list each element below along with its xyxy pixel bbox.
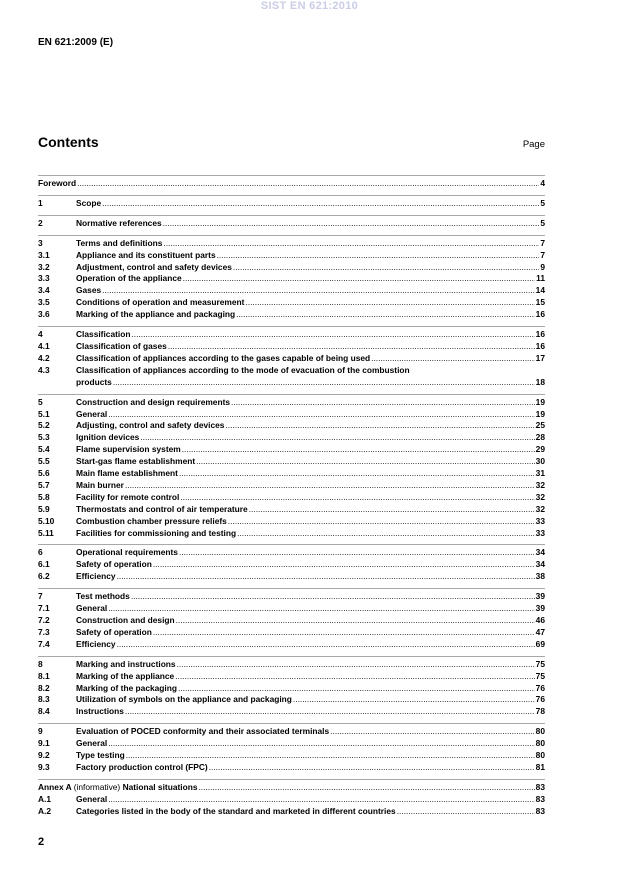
toc-entry-title: Scope [76, 197, 102, 208]
toc-entry[interactable] [38, 603, 545, 615]
dot-leader [196, 456, 535, 468]
page-column-label: Page [522, 139, 545, 150]
toc-entry-page: 9 [540, 261, 545, 272]
toc-entry[interactable] [38, 262, 545, 274]
toc-entry-number: 4 [38, 329, 43, 340]
toc-entry[interactable] [38, 409, 545, 421]
dot-leader [397, 806, 535, 818]
toc-entry-page: 19 [535, 396, 545, 407]
toc-entry-number: 9.3 [38, 761, 50, 772]
toc-entry-page: 32 [535, 491, 545, 502]
toc-entry-page: 76 [535, 682, 545, 693]
toc-entry-title: General [76, 408, 108, 419]
toc-entry-title: Main flame establishment [76, 468, 178, 479]
toc-entry[interactable] [38, 468, 545, 480]
toc-entry-continuation[interactable] [38, 377, 545, 389]
toc-entry-title: Classification of appliances according to the mode of evacuation of the combustion [76, 364, 410, 375]
toc-entry-page: 83 [535, 805, 545, 816]
toc-entry-page: 11 [536, 273, 545, 284]
toc-entry-page: 33 [535, 527, 545, 538]
toc-entry-page: 39 [535, 591, 545, 602]
toc-group [38, 215, 545, 230]
toc-entry-page: 80 [535, 750, 545, 761]
dot-leader [176, 615, 535, 627]
toc-entry[interactable] [38, 397, 545, 409]
toc-group [38, 235, 545, 321]
toc-entry[interactable] [38, 353, 545, 365]
dot-leader [225, 420, 534, 432]
toc-entry[interactable] [38, 683, 545, 695]
dot-leader [153, 559, 535, 571]
toc-entry-title: Classification of gases [76, 340, 167, 351]
dot-leader [177, 659, 535, 671]
dot-leader [102, 198, 539, 210]
toc-entry-page: 34 [535, 547, 545, 558]
toc-entry-page: 16 [535, 340, 545, 351]
toc-entry-number: 2 [38, 217, 43, 228]
page-number: 2 [38, 836, 45, 848]
toc-entry-number: 4.2 [38, 352, 50, 363]
dot-leader [108, 409, 534, 421]
toc-entry[interactable] [38, 456, 545, 468]
toc-entry[interactable] [38, 341, 545, 353]
dot-leader [125, 480, 535, 492]
toc-entry-title: Marking of the appliance [76, 670, 175, 681]
toc-entry-number: 5.9 [38, 503, 50, 514]
dot-leader [293, 694, 535, 706]
dot-leader [131, 591, 535, 603]
toc-entry[interactable] [38, 762, 545, 774]
toc-entry-title: Foreword [38, 178, 77, 188]
dot-leader [175, 671, 534, 683]
dot-leader [168, 341, 535, 353]
toc-entry-number: 6.2 [38, 571, 50, 582]
toc-entry[interactable] [38, 480, 545, 492]
toc-entry-page: 83 [535, 793, 545, 804]
toc-entry[interactable] [38, 516, 545, 528]
toc-entry-number: 8.1 [38, 670, 50, 681]
toc-entry-number: 3.5 [38, 297, 50, 308]
toc-entry[interactable] [38, 492, 545, 504]
toc-entry-number: 9.2 [38, 750, 50, 761]
toc-entry[interactable] [38, 329, 545, 341]
toc-entry-number: 6.1 [38, 559, 50, 570]
toc-entry-title: National situations [122, 781, 198, 792]
toc-entry[interactable] [38, 671, 545, 683]
dot-leader [117, 571, 535, 583]
toc-entry-page: 76 [535, 694, 545, 705]
toc-entry-page: 17 [535, 352, 545, 363]
dot-leader [330, 726, 535, 738]
toc-entry-number: 5.6 [38, 468, 50, 479]
toc-entry-title: Marking and instructions [76, 658, 176, 669]
toc-entry-number: 8.2 [38, 682, 50, 693]
toc-entry-page: 31 [535, 468, 545, 479]
toc-entry-number: 8.3 [38, 694, 50, 705]
toc-entry-number: 7.2 [38, 615, 50, 625]
toc-entry[interactable] [38, 615, 545, 627]
dot-leader [182, 444, 535, 456]
toc-entry-number: 1 [38, 197, 43, 208]
toc-entry-page: 5 [540, 217, 545, 228]
toc-entry-title: General [76, 603, 108, 614]
toc-entry[interactable] [38, 285, 545, 297]
toc-entry[interactable] [38, 420, 545, 432]
toc-entry-number: 5.3 [38, 432, 50, 443]
dot-leader [180, 492, 534, 504]
dot-leader [125, 706, 535, 718]
toc-entry-title: Construction and design [76, 615, 175, 625]
toc-entry-page: 14 [535, 285, 545, 296]
toc-entry-annex[interactable] [38, 782, 545, 794]
toc-entry-page: 16 [535, 309, 545, 320]
dot-leader [198, 782, 534, 794]
toc-entry-title: Instructions [76, 706, 124, 717]
toc-entry-page: 5 [540, 197, 545, 208]
dot-leader [77, 178, 539, 190]
toc-entry-page: 18 [535, 376, 545, 387]
dot-leader [163, 218, 540, 230]
toc-entry-title: Adjustment, control and safety devices [76, 261, 232, 272]
dot-leader [249, 504, 535, 516]
toc-entry-title: Facilities for commissioning and testing [76, 527, 237, 538]
toc-entry-title: Thermostats and control of air temperature [76, 503, 248, 514]
toc-group [38, 779, 545, 818]
toc-group [38, 394, 545, 540]
toc-entry-number: 5.5 [38, 456, 50, 467]
toc-entry[interactable] [38, 432, 545, 444]
toc-entry[interactable] [38, 218, 545, 230]
toc-entry-number: 5.1 [38, 408, 50, 419]
toc-entry-title: Conditions of operation and measurement [76, 297, 245, 308]
watermark: SIST EN 621:2010 [260, 0, 359, 12]
toc-entry-title: Main burner [76, 479, 124, 490]
toc-entry-foreword[interactable] [38, 178, 545, 190]
toc-entry-number: 3.1 [38, 249, 50, 260]
toc-entry-page: 34 [535, 559, 545, 570]
toc-entry[interactable] [38, 627, 545, 639]
toc-entry-number: 3.3 [38, 273, 50, 284]
toc-entry[interactable] [38, 694, 545, 706]
toc-entry-page: 46 [535, 615, 545, 625]
toc-entry-title: Safety of operation [76, 559, 152, 570]
toc-entry-title: Categories listed in the body of the standard and marketed in different countries [76, 805, 396, 816]
toc-entry-number: 5.7 [38, 479, 50, 490]
toc-entry-number: A.2 [38, 805, 52, 816]
toc-entry-page: 16 [535, 329, 545, 340]
toc-entry-page: 7 [540, 249, 545, 260]
dot-leader [217, 250, 540, 262]
dot-leader [236, 309, 535, 321]
toc-entry-page: 80 [535, 738, 545, 749]
toc-entry-number: 4.3 [38, 364, 50, 375]
toc-entry[interactable] [38, 528, 545, 540]
toc-entry-page: 81 [535, 761, 545, 772]
toc-entry-number: 6 [38, 547, 43, 558]
toc-entry[interactable] [38, 591, 545, 603]
dot-leader [163, 238, 539, 250]
toc-entry[interactable] [38, 639, 545, 651]
document-id: EN 621:2009 (E) [38, 37, 114, 48]
dot-leader [126, 750, 535, 762]
toc-group [38, 723, 545, 774]
toc-group [38, 588, 545, 651]
toc-group [38, 656, 545, 719]
toc-entry[interactable] [38, 547, 545, 559]
toc-entry-title: Facility for remote control [76, 491, 180, 502]
toc-entry[interactable] [38, 250, 545, 262]
toc-entry-page: 75 [535, 670, 545, 681]
toc-entry-title: Evaluation of POCED conformity and their associated terminals [76, 726, 330, 737]
dot-leader [117, 639, 535, 651]
toc-entry-page: 30 [535, 456, 545, 467]
toc-entry-page: 75 [535, 658, 545, 669]
toc-entry-number: 9 [38, 726, 43, 737]
toc-entry-page: 32 [535, 503, 545, 514]
toc-entry-page: 25 [535, 420, 545, 431]
toc-entry-title: Start-gas flame establishment [76, 456, 196, 467]
toc-entry-number: 3.4 [38, 285, 50, 296]
toc-entry-title: Operation of the appliance [76, 273, 182, 284]
dot-leader [102, 285, 535, 297]
toc-entry-page: 47 [535, 626, 545, 637]
toc-group [38, 175, 545, 190]
toc-entry-title: Marking of the packaging [76, 682, 177, 693]
toc-entry-title: Efficiency [76, 571, 116, 582]
toc-entry-title: Ignition devices [76, 432, 140, 443]
toc-annex-heading [38, 782, 197, 794]
dot-leader [108, 794, 534, 806]
toc-entry-page: 39 [535, 603, 545, 614]
toc-entry[interactable] [38, 198, 545, 210]
toc-entry-page: 78 [535, 706, 545, 717]
dot-leader [179, 547, 535, 559]
toc-entry-title: Classification [76, 329, 131, 340]
toc-entry[interactable] [38, 806, 545, 818]
toc-entry-title: Operational requirements [76, 547, 178, 558]
annex-type: (informative) [73, 781, 121, 792]
toc-group [38, 544, 545, 583]
toc-entry-title-continued: products [76, 376, 112, 387]
toc-entry-title: Safety of operation [76, 626, 152, 637]
toc-entry-title: Adjusting, control and safety devices [76, 420, 225, 431]
toc-entry-page: 29 [535, 444, 545, 455]
toc-entry[interactable] [38, 444, 545, 456]
toc-entry-number: 5.11 [38, 527, 54, 538]
toc-entry-title: Gases [76, 285, 102, 296]
toc-entry[interactable] [38, 750, 545, 762]
toc-entry[interactable] [38, 273, 545, 285]
toc-entry-title: Marking of the appliance and packaging [76, 309, 236, 320]
toc-entry[interactable] [38, 571, 545, 583]
dot-leader [245, 297, 534, 309]
dot-leader [108, 603, 534, 615]
toc-entry[interactable] [38, 726, 545, 738]
toc-entry-number: 3.2 [38, 261, 50, 272]
toc-entry-number: A.1 [38, 793, 52, 804]
toc-entry[interactable] [38, 738, 545, 750]
toc-entry-number: 7.3 [38, 626, 50, 637]
toc-entry[interactable] [38, 706, 545, 718]
toc-entry-title: Test methods [76, 591, 130, 602]
dot-leader [131, 329, 534, 341]
dot-leader [153, 627, 535, 639]
toc-entry-title: Factory production control (FPC) [76, 761, 208, 772]
annex-label: Annex A [38, 781, 72, 792]
toc-entry[interactable] [38, 238, 545, 250]
toc-entry-number: 8.4 [38, 706, 50, 717]
dot-leader [113, 377, 535, 389]
table-of-contents [38, 175, 545, 818]
toc-entry-title: Flame supervision system [76, 444, 181, 455]
toc-entry-number: 5 [38, 396, 43, 407]
toc-entry-number: 9.1 [38, 738, 50, 749]
toc-entry-title: Efficiency [76, 638, 116, 649]
toc-entry-title: General [76, 793, 108, 804]
dot-leader [178, 683, 535, 695]
contents-heading: Contents [38, 134, 99, 150]
toc-entry-title: Appliance and its constituent parts [76, 249, 216, 260]
toc-entry[interactable] [38, 297, 545, 309]
toc-entry[interactable] [38, 309, 545, 321]
toc-entry-page: 69 [535, 638, 545, 649]
toc-entry-number: 5.4 [38, 444, 50, 455]
toc-entry-number: 5.8 [38, 491, 50, 502]
toc-group [38, 195, 545, 210]
toc-entry[interactable] [38, 659, 545, 671]
toc-group [38, 326, 545, 389]
toc-entry-number: 5.2 [38, 420, 50, 431]
dot-leader [140, 432, 534, 444]
toc-entry-number: 5.10 [38, 515, 55, 526]
dot-leader [237, 528, 535, 540]
toc-entry-page: 80 [535, 726, 545, 737]
toc-entry-title: Combustion chamber pressure reliefs [76, 515, 227, 526]
toc-entry-number: 8 [38, 658, 43, 669]
toc-entry[interactable] [38, 365, 545, 377]
toc-entry-page: 19 [535, 408, 545, 419]
toc-entry-page: 28 [535, 432, 545, 443]
toc-entry[interactable] [38, 794, 545, 806]
toc-entry-title: Normative references [76, 217, 162, 228]
toc-entry-page: 38 [535, 571, 545, 582]
toc-entry-title: Type testing [76, 750, 125, 761]
dot-leader [228, 516, 535, 528]
dot-leader [209, 762, 535, 774]
toc-entry-number: 7 [38, 591, 43, 602]
toc-entry-title: Terms and definitions [76, 237, 163, 248]
dot-leader [371, 353, 535, 365]
toc-entry-title: General [76, 738, 108, 749]
dot-leader [108, 738, 534, 750]
toc-entry-page: 4 [540, 178, 545, 188]
dot-leader [231, 397, 535, 409]
toc-entry-page: 7 [540, 237, 545, 248]
dot-leader [183, 273, 536, 285]
toc-entry-page: 33 [535, 515, 545, 526]
toc-entry[interactable] [38, 559, 545, 571]
toc-entry-title: Utilization of symbols on the appliance and packaging [76, 694, 292, 705]
toc-entry-page: 32 [535, 479, 545, 490]
toc-entry-page: 83 [535, 781, 545, 792]
toc-entry-number: 7.1 [38, 603, 50, 614]
dot-leader [233, 262, 539, 274]
toc-entry-number: 3.6 [38, 309, 50, 320]
toc-entry-number: 3 [38, 237, 43, 248]
toc-entry[interactable] [38, 504, 545, 516]
toc-entry-number: 4.1 [38, 340, 50, 351]
toc-entry-number: 7.4 [38, 638, 50, 649]
toc-entry-title: Classification of appliances according to the gases capable of being used [76, 352, 371, 363]
toc-entry-title: Construction and design requirements [76, 396, 231, 407]
toc-entry-page: 15 [535, 297, 545, 308]
dot-leader [179, 468, 535, 480]
